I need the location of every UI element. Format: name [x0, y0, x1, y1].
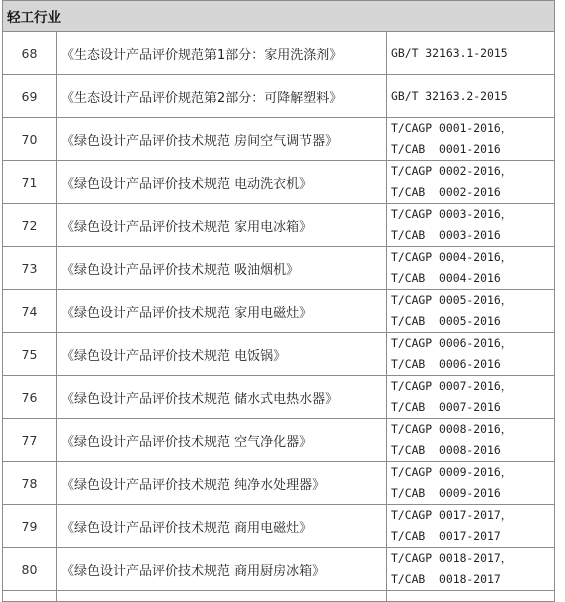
standard-name: 《绿色设计产品评价技术规范 家用电冰箱》: [57, 204, 387, 247]
standard-code-line-1: T/CAGP 0004-2016，: [391, 250, 513, 264]
standard-name: 《绿色设计产品评价技术规范 商用厨房冰箱》: [57, 548, 387, 591]
table-row: [3, 161, 555, 204]
row-number: 76: [3, 376, 57, 419]
table-row: [3, 505, 555, 548]
table-row: [3, 204, 555, 247]
row-number: 70: [3, 118, 57, 161]
table-row: [3, 75, 555, 118]
standard-name: 《生态设计产品评价规范第1部分：家用洗涤剂》: [57, 32, 387, 75]
standard-code-line-1: T/CAGP 0009-2016，: [391, 465, 513, 479]
standard-name: 《绿色设计产品评价技术规范 房间空气调节器》: [57, 118, 387, 161]
section-title: 轻工行业: [3, 1, 555, 32]
standard-code: [387, 75, 555, 118]
standards-table-container: [2, 0, 554, 602]
section-header-row: [3, 1, 555, 32]
standard-code-line-1: T/CAGP 0007-2016，: [391, 379, 513, 393]
standard-code: [387, 32, 555, 75]
row-number: 80: [3, 548, 57, 591]
standard-code-line-1: T/CAGP 0017-2017，: [391, 508, 513, 522]
standard-code: [387, 419, 555, 462]
standard-code-line-2: T/CAB 0006-2016: [391, 357, 501, 371]
row-number: 74: [3, 290, 57, 333]
standard-name: 《绿色设计产品评价技术规范 纯净水处理器》: [57, 462, 387, 505]
partial-cell: [387, 591, 555, 602]
standard-code-line-2: T/CAB 0003-2016: [391, 228, 501, 242]
row-number: 79: [3, 505, 57, 548]
standard-code: [387, 161, 555, 204]
standard-code-line-1: T/CAGP 0008-2016，: [391, 422, 513, 436]
standard-code-line-2: T/CAB 0004-2016: [391, 271, 501, 285]
table-row-partial: [3, 591, 555, 602]
standard-code: [387, 247, 555, 290]
standard-code-line-1: T/CAGP 0018-2017，: [391, 551, 513, 565]
row-number: 69: [3, 75, 57, 118]
standard-code: [387, 333, 555, 376]
table-row: [3, 247, 555, 290]
standard-code-line-1: T/CAGP 0005-2016，: [391, 293, 513, 307]
table-row: [3, 290, 555, 333]
standard-code: [387, 376, 555, 419]
table-row: [3, 32, 555, 75]
standard-name: 《绿色设计产品评价技术规范 吸油烟机》: [57, 247, 387, 290]
standard-code-line-1: GB/T 32163.2-2015: [391, 88, 508, 103]
standard-name: 《生态设计产品评价规范第2部分：可降解塑料》: [57, 75, 387, 118]
standard-code: [387, 290, 555, 333]
standard-name: 《绿色设计产品评价技术规范 家用电磁灶》: [57, 290, 387, 333]
standard-code: [387, 505, 555, 548]
standard-code-line-2: T/CAB 0018-2017: [391, 572, 501, 586]
standard-code: [387, 548, 555, 591]
table-row: [3, 419, 555, 462]
standard-name: 《绿色设计产品评价技术规范 商用电磁灶》: [57, 505, 387, 548]
standard-code-line-2: T/CAB 0017-2017: [391, 529, 501, 543]
standard-code: [387, 118, 555, 161]
row-number: 68: [3, 32, 57, 75]
standards-table-body: [3, 1, 555, 602]
standard-code: [387, 462, 555, 505]
standard-code-line-1: T/CAGP 0002-2016，: [391, 164, 513, 178]
standard-code-line-2: T/CAB 0007-2016: [391, 400, 501, 414]
table-row: [3, 462, 555, 505]
standard-code-line-2: T/CAB 0001-2016: [391, 142, 501, 156]
standards-table: [2, 0, 555, 602]
partial-cell: [3, 591, 57, 602]
standard-code-line-1: GB/T 32163.1-2015: [391, 45, 508, 60]
standard-code-line-2: T/CAB 0002-2016: [391, 185, 501, 199]
standard-code-line-2: T/CAB 0009-2016: [391, 486, 501, 500]
table-row: [3, 548, 555, 591]
row-number: 71: [3, 161, 57, 204]
standard-code-line-2: T/CAB 0005-2016: [391, 314, 501, 328]
table-row: [3, 333, 555, 376]
row-number: 75: [3, 333, 57, 376]
standard-name: 《绿色设计产品评价技术规范 电饭锅》: [57, 333, 387, 376]
partial-cell: [57, 591, 387, 602]
row-number: 73: [3, 247, 57, 290]
standard-name: 《绿色设计产品评价技术规范 储水式电热水器》: [57, 376, 387, 419]
row-number: 72: [3, 204, 57, 247]
standard-code-line-1: T/CAGP 0001-2016，: [391, 121, 513, 135]
standard-code-line-1: T/CAGP 0006-2016，: [391, 336, 513, 350]
standard-name: 《绿色设计产品评价技术规范 空气净化器》: [57, 419, 387, 462]
standard-name: 《绿色设计产品评价技术规范 电动洗衣机》: [57, 161, 387, 204]
table-row: [3, 376, 555, 419]
standard-code-line-2: T/CAB 0008-2016: [391, 443, 501, 457]
row-number: 78: [3, 462, 57, 505]
standard-code-line-1: T/CAGP 0003-2016，: [391, 207, 513, 221]
standard-code: [387, 204, 555, 247]
row-number: 77: [3, 419, 57, 462]
table-row: [3, 118, 555, 161]
